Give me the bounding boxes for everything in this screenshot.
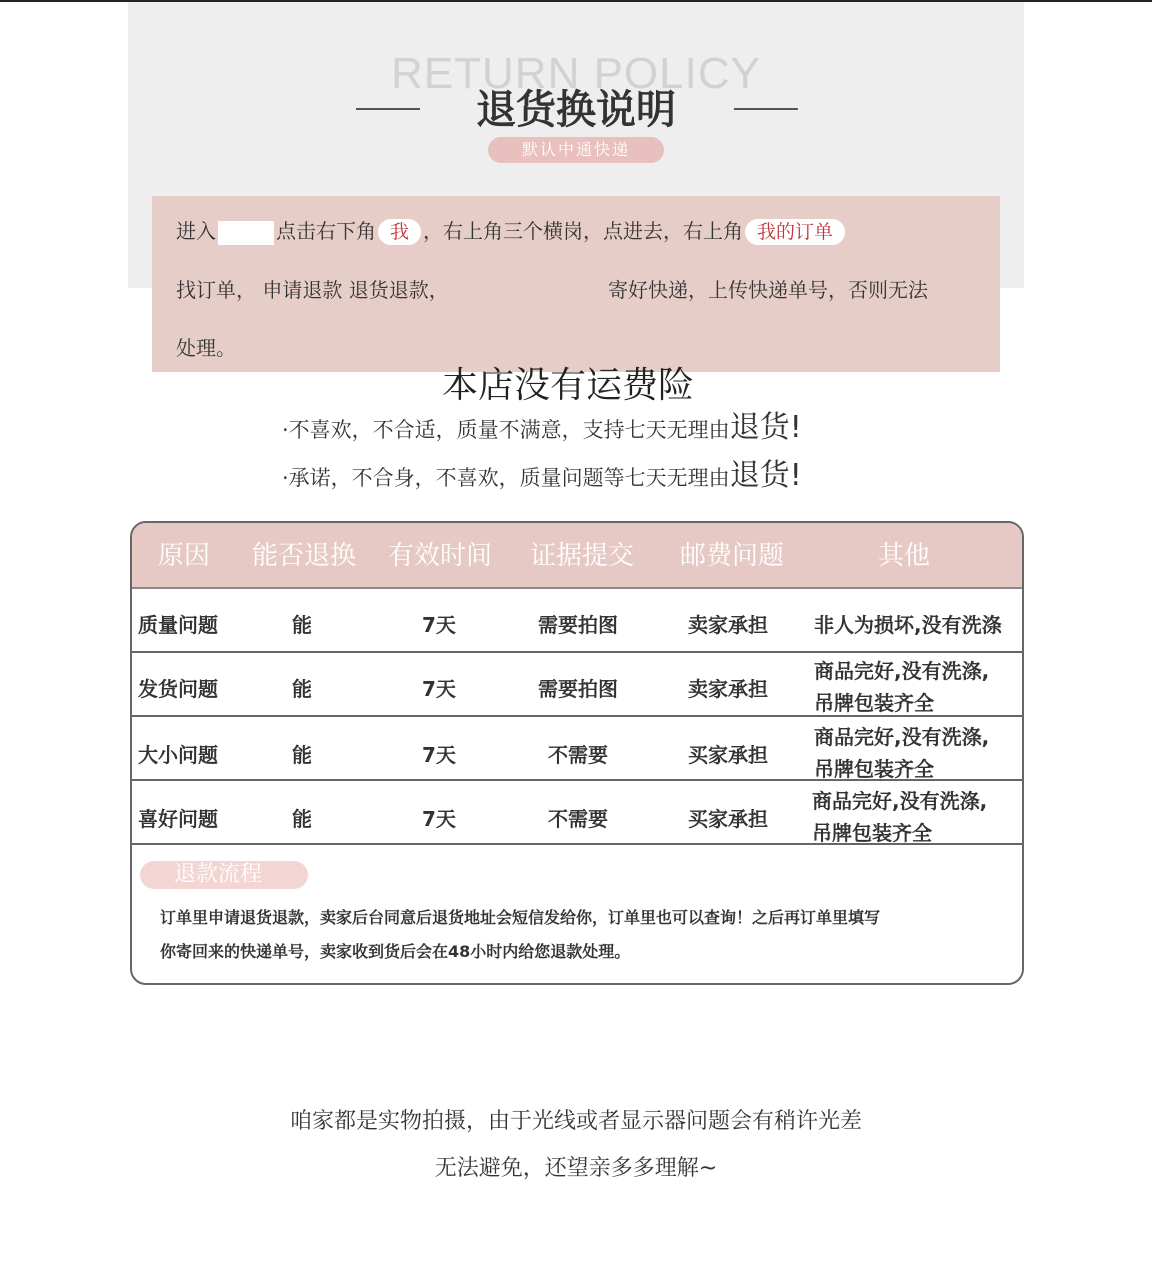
return-policy-table [130, 521, 1024, 985]
instructions-box [152, 196, 1000, 372]
cell-evidence: 需要拍图 [538, 613, 618, 637]
cell-other-line2: 吊牌包装齐全 [814, 691, 934, 715]
cell-evidence: 不需要 [548, 807, 608, 831]
subtitle-badge: 默认中通快递 [488, 137, 664, 163]
footer-note-line-2: 无法避免，还望亲多多理解~ [434, 1156, 718, 1181]
footer-note-line-1: 咱家都是实物拍摄，由于光线或者显示器问题会有稍许光差 [289, 1109, 862, 1134]
cell-other-line1: 商品完好,没有洗涤, [814, 659, 990, 683]
cell-reason: 喜好问题 [138, 807, 218, 831]
cell-shipping: 卖家承担 [688, 677, 768, 701]
cell-shipping: 买家承担 [688, 807, 768, 831]
cell-period: 7天 [422, 677, 456, 701]
cell-other-line2: 吊牌包装齐全 [814, 757, 934, 781]
cell-reason: 发货问题 [138, 677, 218, 701]
cell-other-line1: 商品完好,没有洗涤, [812, 789, 988, 813]
cell-reason: 大小问题 [138, 743, 218, 767]
refund-process-line-2: 你寄回来的快递单号，卖家收到货后会在48小时内给您退款处理。 [160, 942, 631, 961]
no-shipping-insurance-heading: 本店没有运费险 [441, 365, 694, 406]
cell-other-line1: 商品完好,没有洗涤, [814, 725, 990, 749]
cell-period: 7天 [422, 743, 456, 767]
table-header-row [132, 523, 1022, 589]
table-header-cell: 能否退换 [252, 541, 357, 571]
cell-returnable: 能 [292, 807, 312, 831]
me-pill: 我 [378, 219, 421, 245]
cell-period: 7天 [422, 807, 456, 831]
table-header-cell: 原因 [158, 541, 211, 571]
policy-bullet-2: ·承诺，不合身，不喜欢，质量问题等七天无理由退货! [282, 458, 802, 493]
instructions-line-1: 进入 点击右下角 我 ，右上角三个横岗，点进去，右上角 我的订单 [176, 216, 847, 246]
instructions-line-3: 处理。 [176, 336, 236, 360]
table-row [132, 781, 1022, 845]
cell-shipping: 买家承担 [688, 743, 768, 767]
cell-evidence: 不需要 [548, 743, 608, 767]
english-title: RETURN POLICY [391, 49, 761, 98]
table-row [132, 717, 1022, 781]
cell-other: 非人为损坏,没有洗涤 [814, 613, 1002, 637]
page-title: 退货换说明 [476, 87, 676, 133]
table-header-cell: 证据提交 [530, 541, 635, 571]
refund-process-badge: 退款流程 [140, 861, 308, 889]
table-header-cell: 其他 [878, 541, 931, 571]
cell-evidence: 需要拍图 [538, 677, 618, 701]
table-row [132, 589, 1022, 653]
cell-reason: 质量问题 [138, 613, 218, 637]
cell-shipping: 卖家承担 [688, 613, 768, 637]
cell-returnable: 能 [292, 743, 312, 767]
refund-process-line-1: 订单里申请退货退款，卖家后台同意后退货地址会短信发给你，订单里也可以查询！之后再订单里填写 [160, 908, 881, 927]
redacted-app-name [218, 221, 274, 245]
table-header-cell: 有效时间 [388, 541, 493, 571]
table-row [132, 653, 1022, 717]
my-orders-pill: 我的订单 [745, 219, 845, 245]
instructions-line-2b: 寄好快递，上传快递单号，否则无法 [608, 278, 928, 302]
cell-returnable: 能 [292, 677, 312, 701]
instructions-line-2a: 找订单， 申请退款 退货退款， [176, 278, 449, 302]
cell-returnable: 能 [292, 613, 312, 637]
table-header-cell: 邮费问题 [680, 541, 785, 571]
cell-other-line2: 吊牌包装齐全 [812, 821, 932, 845]
policy-bullet-1: ·不喜欢，不合适，质量不满意，支持七天无理由退货! [282, 410, 802, 445]
cell-period: 7天 [422, 613, 456, 637]
